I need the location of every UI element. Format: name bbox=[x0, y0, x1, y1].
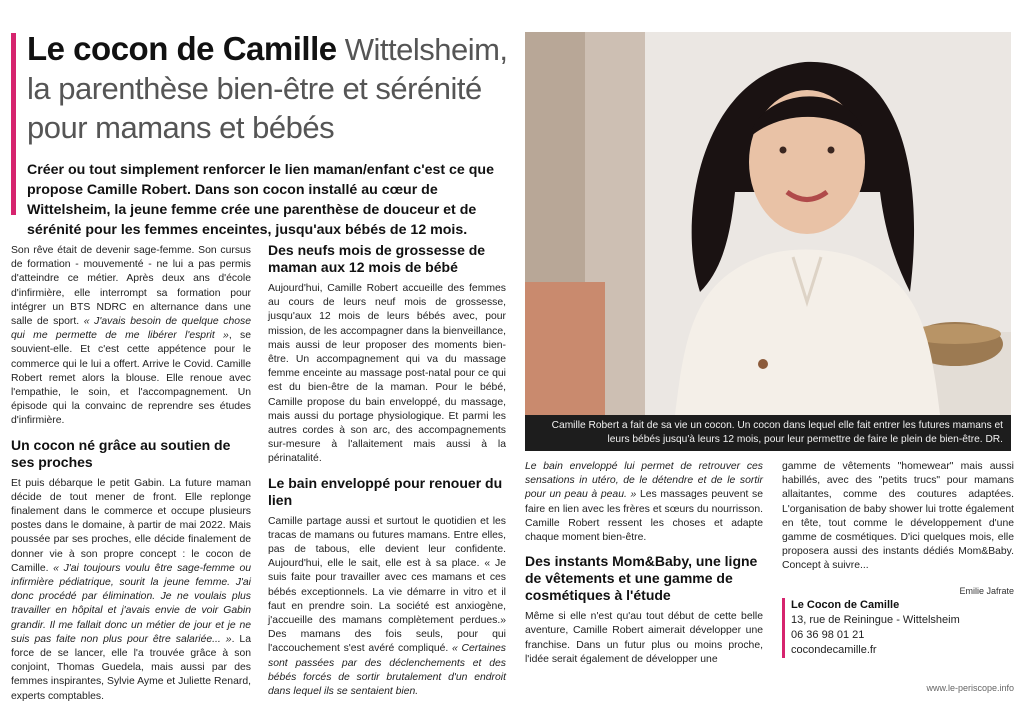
subheading: Le bain enveloppé pour renouer du lien bbox=[268, 474, 503, 508]
headline-bold: Le cocon de Camille bbox=[27, 30, 337, 67]
paragraph: Aujourd'hui, Camille Robert accueille des femmes au cours de leurs neuf mois de grossesse, jusqu'aux 12 mois de leurs bébés avec, pour mission, de les accompagner dans la bienveillance, mais aussi de leur proposer des moments bien-être. Un accompagnement qui va du massage femme enceinte au massage post-natal pour ce qui est du bien-être de la maman. Pour le bébé, Camille propose du bain enveloppé, du massage, mais aussi du portage physiologique. Et parmi les autres cordes à son arc, des accompagnements sur-mesure à l'allaitement mais aussi à la périnatalité. bbox=[268, 283, 506, 465]
text: Les massages peuvent se faire en lien avec les frères et sœurs du nourrisson. Camille Robert ressent les choses et adapte chaque moment bien-être. bbox=[525, 489, 763, 544]
quote: « Certaines sont passées par des déclenchements et des bébés forcés de sortir brutalement d'un endroit dans lequel ils se sentaient bien. bbox=[268, 643, 506, 698]
column-3 bbox=[525, 460, 763, 667]
portrait-photo bbox=[525, 32, 1011, 415]
text: Son rêve était de devenir sage-femme. Son cursus de formation - mouvementé - ne lui a pas permis d'atteindre ce métier. Après deux ans d'école d'infirmière, elle interrompt sa formation pour intégrer un BTS NDRC en alternance dans une salle de sport. bbox=[11, 245, 251, 328]
quote: « J'avais besoin de quelque chose qui me permette de me libérer l'esprit » bbox=[11, 316, 251, 342]
column-2 bbox=[268, 242, 506, 699]
subheading: Des neufs mois de grossesse de maman aux 12 mois de bébé bbox=[268, 242, 486, 275]
column-1 bbox=[11, 244, 251, 704]
quote: Le bain enveloppé lui permet de retrouver ces sensations in utéro, de le détendre et de le sortir pour un peau à peau. » bbox=[525, 461, 763, 501]
paragraph bbox=[268, 515, 506, 700]
author-credit: Emilie Jafrate bbox=[959, 585, 1014, 596]
column-4 bbox=[782, 460, 1014, 598]
subheading: Un cocon né grâce au soutien de ses proches bbox=[11, 436, 231, 470]
contact-name: Le Cocon de Camille bbox=[791, 599, 900, 611]
paragraph bbox=[525, 460, 763, 545]
portrait-illustration bbox=[525, 32, 1011, 415]
contact-address: 13, rue de Reiningue - Wittelsheim bbox=[791, 614, 960, 626]
paragraph: gamme de vêtements "homewear" mais aussi habillés, avec des "petits trucs" pour mamans allaitantes, comme des coutures adaptées. L'organisation de baby shower lui trotte également en tête, tout comme le développement d'une gamme de cosmétiques. D'ici quelques mois, elle proposera aussi des instants dédiés Mom&Baby. Concept à suivre... bbox=[782, 461, 1014, 572]
headline-accent-bar bbox=[11, 33, 16, 215]
paragraph: Même si elle n'est qu'au tout début de cette belle aventure, Camille Robert aimerait développer une franchise. Dans un futur plus ou moins proche, l'idée serait également de développer une bbox=[525, 611, 763, 665]
text: . La force de se lancer, elle l'a trouvée grâce à son conjoint, Thomas Guedela, mais aussi par des femmes inspirantes, Sylvie Ayme et Juliette Renard, experts comptables. bbox=[11, 633, 251, 702]
contact-website: cocondecamille.fr bbox=[791, 644, 877, 656]
paragraph bbox=[11, 244, 251, 429]
contact-box bbox=[782, 598, 1021, 658]
contact-phone: 06 36 98 01 21 bbox=[791, 629, 865, 641]
article-lead: Créer ou tout simplement renforcer le lien maman/enfant c'est ce que propose Camille Robert. Dans son cocon installé au cœur de Wittelsheim, la jeune femme crée une parenthèse de douceur et de sérénité pour les femmes enceintes, jusqu'aux bébés de 12 mois. bbox=[27, 162, 494, 238]
photo-caption: Camille Robert a fait de sa vie un cocon. Un cocon dans lequel elle fait entrer les futures mamans et leurs bébés jusqu'à leurs 12 mois, pour leur permettre de faire le plein de bien-être. DR. bbox=[525, 415, 1011, 451]
article-headline bbox=[27, 30, 517, 147]
paragraph bbox=[11, 477, 251, 704]
quote: « J'ai toujours voulu être sage-femme ou infirmière pédiatrique, sourit la jeune femme. J'ai donc procédé par élimination. Je ne voulais plus travailler en hôpital et j'avais envie de voir Gabin grandir. Il me fallait donc un métier de jour et je ne suis pas faite non plus pour être salariée... » bbox=[11, 562, 251, 645]
headline-rest: Wittelsheim, la parenthèse bien-être et sérénité pour mamans et bébés bbox=[27, 32, 508, 145]
footer-url: www.le-periscope.info bbox=[926, 683, 1014, 693]
text: Et puis débarque le petit Gabin. La future maman décide de tout mener de front. Elle replonge finalement dans le commerce et occupe plusieurs postes dans le domaine, à partir de mai 2022. Mais poussée par ses proches, elle décide finalement de donner vie à son propre concept : le cocon de Camille. bbox=[11, 477, 251, 574]
text: Camille partage aussi et surtout le quotidien et les tracas de mamans ou futures mamans. Entre elles, pas de tabous, elle devient leur confidente. Aujourd'hui, elle le sait, elle est à sa place. « Je suis faite pour travailler avec ces mamans et ces bébés exceptionnels. La vie démarre in vitro et il faut en prendre soin. La société est anxiogène, j'accueille des mamans complètement perdues.» Des mamans des fois seuls, pour qui l'accouchement s'est avéré compliqué. bbox=[268, 515, 506, 655]
text: , se souvient-elle. Et c'est cette appétence pour le commerce qui le lui a offert. Arrive le Covid. Camille Robert remet alors la blouse. Elle renoue avec l'empathie, le soin, et l'accompagnement. Un épisode qui la convainc de reprendre ses études d'infirmière. bbox=[11, 330, 251, 427]
subheading: Des instants Mom&Baby, une ligne de vêtements et une gamme de cosmétiques à l'étude bbox=[525, 553, 758, 604]
